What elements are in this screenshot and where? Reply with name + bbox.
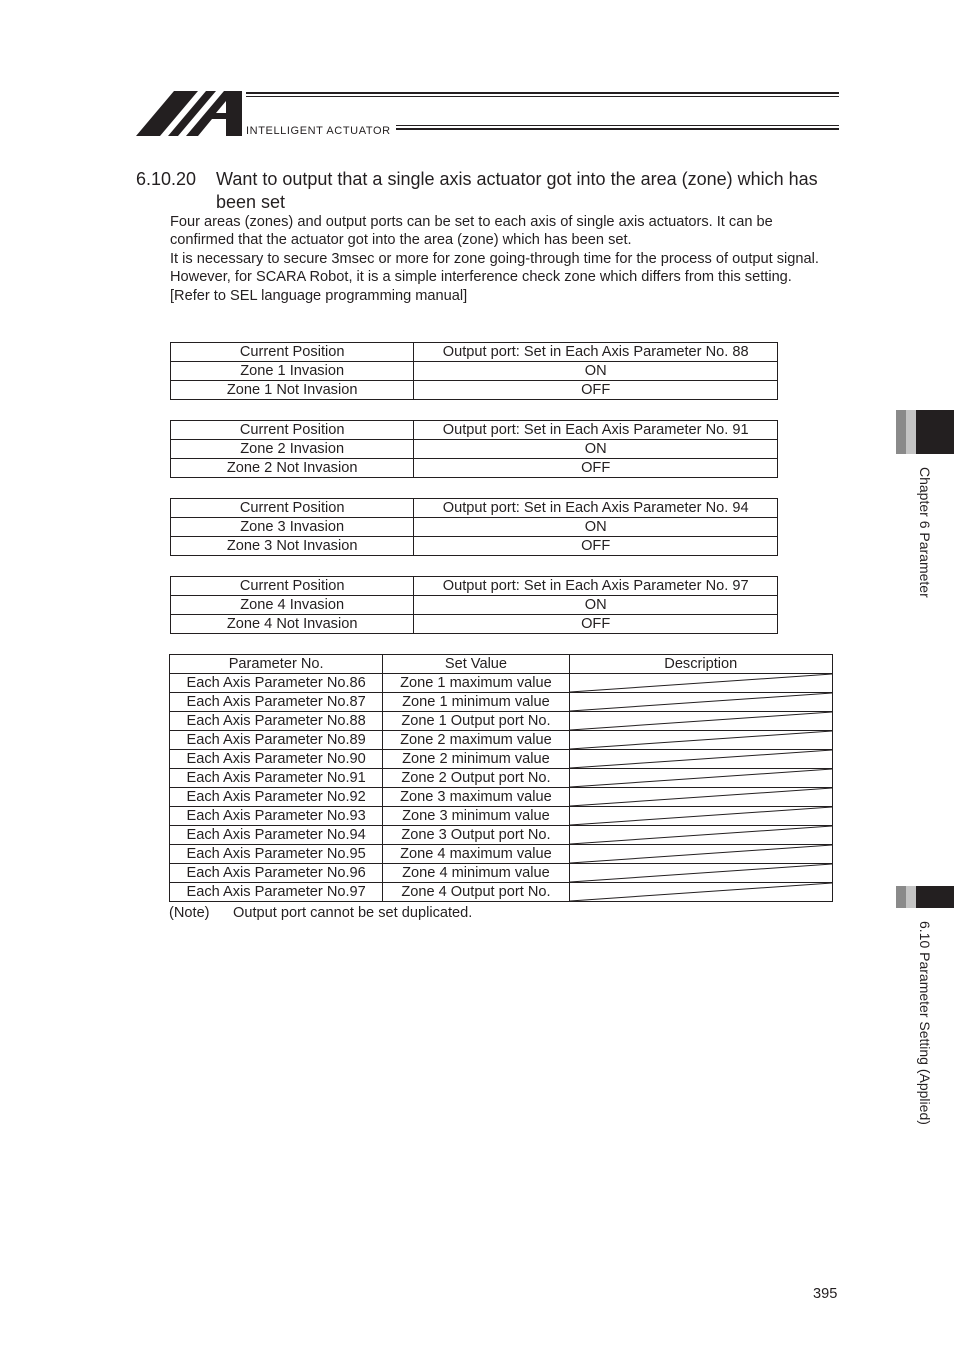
parameter-no-cell: Each Axis Parameter No.94 bbox=[170, 826, 383, 845]
table-row bbox=[171, 362, 778, 381]
table-cell: OFF bbox=[414, 459, 778, 478]
diagonal-strike bbox=[570, 864, 832, 882]
section-side-label: 6.10 Parameter Setting (Applied) bbox=[917, 921, 933, 1125]
table-header-cell: Description bbox=[569, 655, 832, 674]
table-row bbox=[170, 883, 833, 902]
table-cell: ON bbox=[414, 440, 778, 459]
table-header-cell: Output port: Set in Each Axis Parameter No. 91 bbox=[414, 421, 778, 440]
table-header-cell: Set Value bbox=[383, 655, 569, 674]
zone-3-table bbox=[170, 498, 778, 556]
description-cell bbox=[569, 769, 832, 788]
page-number: 395 bbox=[813, 1286, 838, 1302]
table-header-cell: Output port: Set in Each Axis Parameter No. 94 bbox=[414, 499, 778, 518]
paragraph: It is necessary to secure 3msec or more for zone going-through time for the process of output signal. bbox=[170, 250, 819, 267]
description-cell bbox=[569, 731, 832, 750]
table-row bbox=[170, 769, 833, 788]
note-label: (Note) bbox=[169, 905, 210, 921]
header-rule-bottom-thick bbox=[396, 128, 839, 130]
table-cell: OFF bbox=[414, 615, 778, 634]
note bbox=[169, 905, 472, 921]
table-cell: Zone 3 Not Invasion bbox=[171, 537, 414, 556]
diagonal-strike bbox=[570, 693, 832, 711]
parameter-no-cell: Each Axis Parameter No.90 bbox=[170, 750, 383, 769]
table-row bbox=[170, 788, 833, 807]
set-value-cell: Zone 1 maximum value bbox=[383, 674, 569, 693]
paragraph: Four areas (zones) and output ports can be set to each axis of single axis actuators. It can be confirmed that the actuator got into the area (zone) which has been set. bbox=[170, 214, 773, 249]
table-cell: Zone 1 Invasion bbox=[171, 362, 414, 381]
table-row bbox=[170, 845, 833, 864]
table-row bbox=[171, 537, 778, 556]
parameter-no-cell: Each Axis Parameter No.87 bbox=[170, 693, 383, 712]
set-value-cell: Zone 3 Output port No. bbox=[383, 826, 569, 845]
diagonal-strike bbox=[570, 712, 832, 730]
table-header-row bbox=[170, 655, 833, 674]
parameter-no-cell: Each Axis Parameter No.88 bbox=[170, 712, 383, 731]
description-cell bbox=[569, 693, 832, 712]
table-header-cell: Output port: Set in Each Axis Parameter No. 97 bbox=[414, 577, 778, 596]
table-header-cell: Current Position bbox=[171, 577, 414, 596]
note-text: Output port cannot be set duplicated. bbox=[233, 905, 473, 921]
description-cell bbox=[569, 674, 832, 693]
description-cell bbox=[569, 845, 832, 864]
description-cell bbox=[569, 826, 832, 845]
set-value-cell: Zone 2 maximum value bbox=[383, 731, 569, 750]
table-row bbox=[171, 459, 778, 478]
table-cell: OFF bbox=[414, 537, 778, 556]
parameter-no-cell: Each Axis Parameter No.96 bbox=[170, 864, 383, 883]
table-row bbox=[170, 674, 833, 693]
iai-logo bbox=[136, 91, 246, 136]
table-header-row bbox=[171, 343, 778, 362]
header-rule-top-thin bbox=[246, 96, 839, 97]
table-header-cell: Current Position bbox=[171, 499, 414, 518]
table-cell: Zone 4 Invasion bbox=[171, 596, 414, 615]
table-cell: ON bbox=[414, 362, 778, 381]
set-value-cell: Zone 1 minimum value bbox=[383, 693, 569, 712]
parameter-table bbox=[169, 654, 833, 902]
table-header-cell: Current Position bbox=[171, 421, 414, 440]
section-title: Want to output that a single axis actuator got into the area (zone) which has been set bbox=[216, 169, 818, 212]
set-value-cell: Zone 2 Output port No. bbox=[383, 769, 569, 788]
description-cell bbox=[569, 788, 832, 807]
parameter-no-cell: Each Axis Parameter No.93 bbox=[170, 807, 383, 826]
set-value-cell: Zone 2 minimum value bbox=[383, 750, 569, 769]
zone-2-table bbox=[170, 420, 778, 478]
set-value-cell: Zone 4 maximum value bbox=[383, 845, 569, 864]
table-row bbox=[171, 596, 778, 615]
parameter-no-cell: Each Axis Parameter No.95 bbox=[170, 845, 383, 864]
table-cell: ON bbox=[414, 596, 778, 615]
table-cell: Zone 4 Not Invasion bbox=[171, 615, 414, 634]
table-header-cell: Current Position bbox=[171, 343, 414, 362]
brand-text: INTELLIGENT ACTUATOR bbox=[246, 125, 391, 137]
header-rule-bottom bbox=[396, 125, 839, 126]
table-header-row bbox=[171, 499, 778, 518]
set-value-cell: Zone 3 minimum value bbox=[383, 807, 569, 826]
parameter-no-cell: Each Axis Parameter No.97 bbox=[170, 883, 383, 902]
zone-4-table bbox=[170, 576, 778, 634]
table-cell: Zone 2 Not Invasion bbox=[171, 459, 414, 478]
table-header-cell: Output port: Set in Each Axis Parameter No. 88 bbox=[414, 343, 778, 362]
description-cell bbox=[569, 712, 832, 731]
table-row bbox=[171, 615, 778, 634]
section-number: 6.10.20 bbox=[136, 169, 197, 189]
side-tab-gray-2 bbox=[906, 410, 916, 454]
parameter-no-cell: Each Axis Parameter No.92 bbox=[170, 788, 383, 807]
table-header-cell: Parameter No. bbox=[170, 655, 383, 674]
description-cell bbox=[569, 883, 832, 902]
body-text bbox=[170, 213, 836, 305]
table-header-row bbox=[171, 577, 778, 596]
description-cell bbox=[569, 750, 832, 769]
set-value-cell: Zone 4 minimum value bbox=[383, 864, 569, 883]
diagonal-strike bbox=[570, 674, 832, 692]
table-cell: OFF bbox=[414, 381, 778, 400]
parameter-table-body bbox=[170, 674, 833, 902]
zone-1-table bbox=[170, 342, 778, 400]
table-cell: Zone 1 Not Invasion bbox=[171, 381, 414, 400]
diagonal-strike bbox=[570, 788, 832, 806]
diagonal-strike bbox=[570, 750, 832, 768]
table-cell: Zone 3 Invasion bbox=[171, 518, 414, 537]
table-header-row bbox=[171, 421, 778, 440]
paragraph: However, for SCARA Robot, it is a simple interference check zone which differs from this setting. bbox=[170, 269, 792, 286]
diagonal-strike bbox=[570, 769, 832, 787]
table-cell: Zone 2 Invasion bbox=[171, 440, 414, 459]
diagonal-strike bbox=[570, 731, 832, 749]
set-value-cell: Zone 1 Output port No. bbox=[383, 712, 569, 731]
table-row bbox=[170, 693, 833, 712]
table-row bbox=[170, 731, 833, 750]
diagonal-strike bbox=[570, 826, 832, 844]
table-row bbox=[171, 518, 778, 537]
side-tab-gray-4 bbox=[906, 886, 916, 908]
parameter-no-cell: Each Axis Parameter No.89 bbox=[170, 731, 383, 750]
diagonal-strike bbox=[570, 845, 832, 863]
parameter-no-cell: Each Axis Parameter No.86 bbox=[170, 674, 383, 693]
table-row bbox=[170, 750, 833, 769]
side-tab-gray-1 bbox=[896, 410, 906, 454]
side-tab-gray-3 bbox=[896, 886, 906, 908]
description-cell bbox=[569, 864, 832, 883]
set-value-cell: Zone 4 Output port No. bbox=[383, 883, 569, 902]
set-value-cell: Zone 3 maximum value bbox=[383, 788, 569, 807]
table-cell: ON bbox=[414, 518, 778, 537]
table-row bbox=[170, 864, 833, 883]
side-tab-dark-2 bbox=[916, 886, 954, 908]
diagonal-strike bbox=[570, 807, 832, 825]
parameter-no-cell: Each Axis Parameter No.91 bbox=[170, 769, 383, 788]
description-cell bbox=[569, 807, 832, 826]
table-row bbox=[171, 381, 778, 400]
table-row bbox=[170, 807, 833, 826]
table-row bbox=[170, 826, 833, 845]
paragraph: [Refer to SEL language programming manual] bbox=[170, 287, 468, 304]
table-row bbox=[171, 440, 778, 459]
header-rule-top bbox=[246, 92, 839, 94]
diagonal-strike bbox=[570, 883, 832, 901]
side-tab-dark bbox=[916, 410, 954, 454]
chapter-side-label: Chapter 6 Parameter bbox=[917, 467, 933, 598]
table-row bbox=[170, 712, 833, 731]
